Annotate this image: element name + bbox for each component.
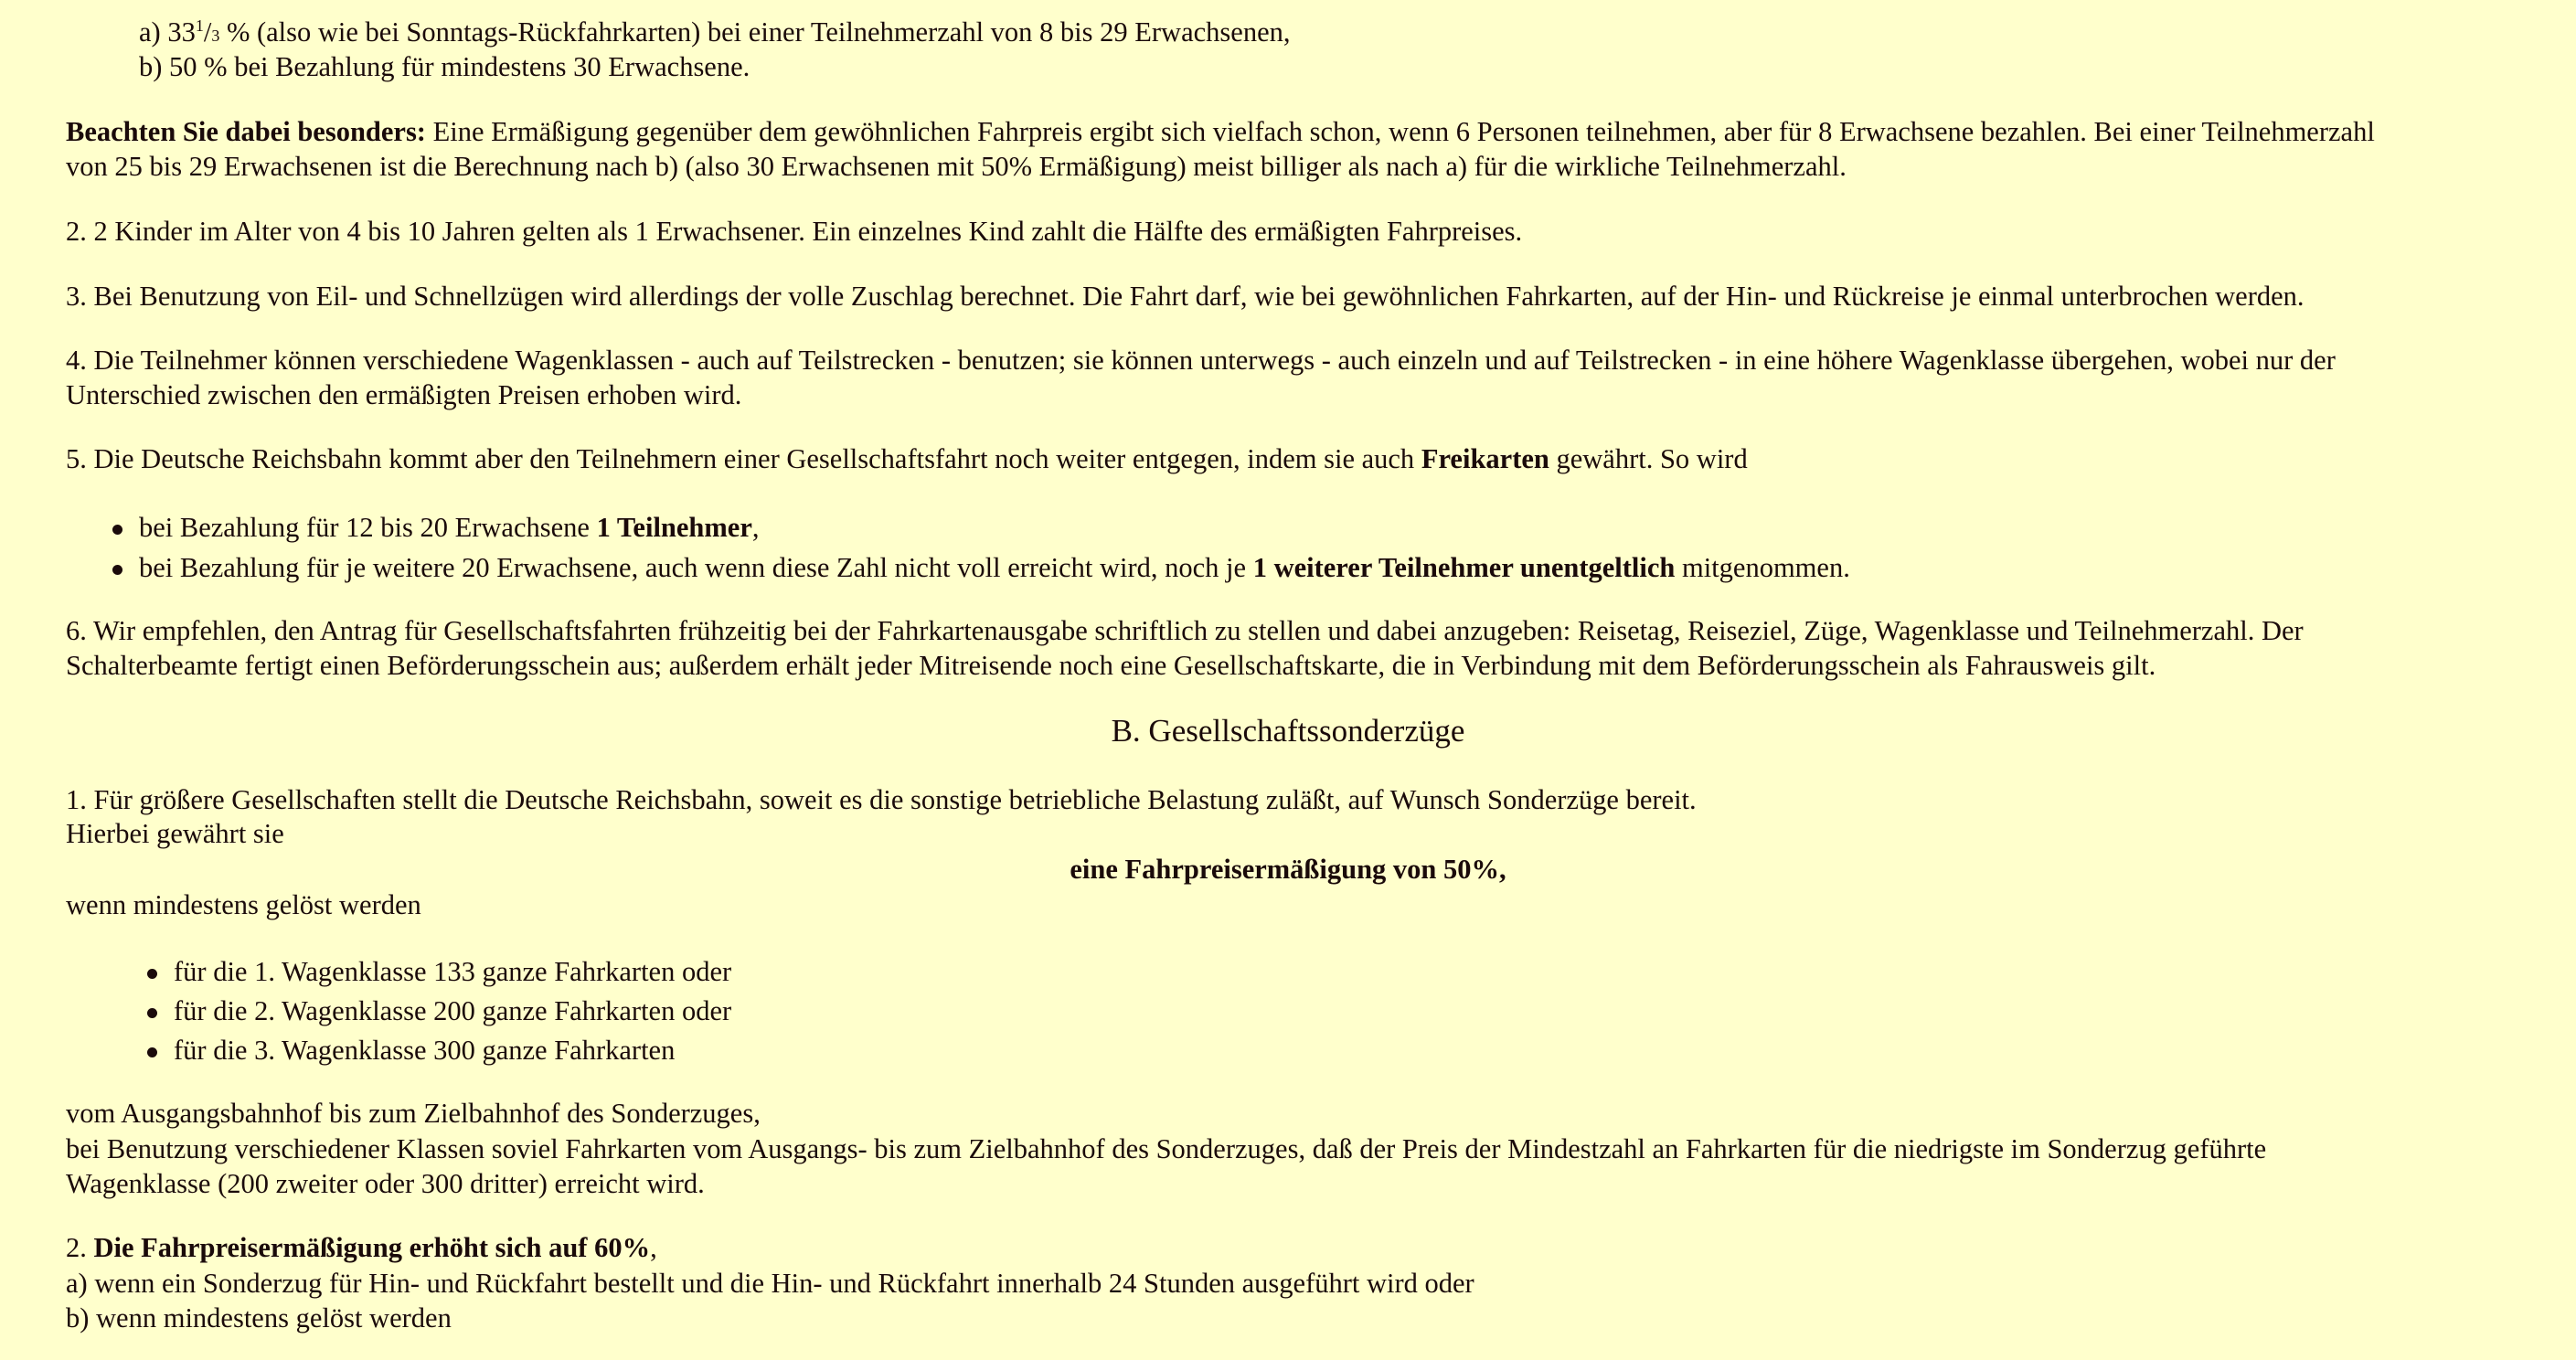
paragraph-5-text: 5. Die Deutsche Reichsbahn kommt aber den Teilnehmern einer Gesellschaftsfahrt noch weiter entgegen, indem sie auch <box>66 443 1421 474</box>
paragraph-4-line-1: 4. Die Teilnehmer können verschiedene Wagenklassen - auch auf Teilstrecken - benutzen; sie können unterwegs - auch einzeln und auf Teilstrecken - in eine höhere Wagenklasse übergehen, wobei nur der <box>66 345 2336 376</box>
fraction-slash: / <box>203 16 212 48</box>
list-item-text: bei Bezahlung für 12 bis 20 Erwachsene <box>139 512 597 543</box>
note-line-2: von 25 bis 29 Erwachsenen ist die Berechnung nach b) (also 30 Erwachsenen mit 50% Ermäßigung) meist billiger als nach a) für die wirkliche Teilnehmerzahl. <box>66 151 1847 182</box>
list-item-bold: 1 weiterer Teilnehmer unentgeltlich <box>1252 552 1676 583</box>
list-item: für die 2. Wagenklasse 200 ganze Fahrkarten oder <box>174 995 732 1026</box>
section-b-paragraph-1-line-1: 1. Für größere Gesellschaften stellt die Deutsche Reichsbahn, soweit es die sonstige betriebliche Belastung zuläßt, auf Wunsch Sonderzüge bereit. <box>66 784 1697 815</box>
paragraph-6-line-2: Schalterbeamte fertigt einen Beförderungsschein aus; außerdem erhält jeder Mitreisende noch eine Gesellschaftskarte, die in Verbindung mit dem Beförderungsschein als Fahrausweis gilt. <box>66 650 2156 681</box>
item-a-text: % (also wie bei Sonntags-Rückfahrkarten) bei einer Teilnehmerzahl von 8 bis 29 Erwachsenen, <box>219 16 1291 48</box>
item-b: b) 50 % bei Bezahlung für mindestens 30 Erwachsene. <box>139 51 750 82</box>
paragraph-5-bold: Freikarten <box>1421 443 1549 474</box>
section-heading: B. Gesellschaftssonderzüge <box>1111 713 1465 749</box>
paragraph-5 <box>66 441 2543 476</box>
list-item <box>139 550 1850 585</box>
list-item-bold: 1 Teilnehmer <box>596 512 752 543</box>
paragraph-2: 2. 2 Kinder im Alter von 4 bis 10 Jahren gelten als 1 Erwachsener. Ein einzelnes Kind zahlt die Hälfte des ermäßigten Fahrpreises. <box>66 216 1523 247</box>
note-line-1 <box>66 114 2543 149</box>
after-list-line-1: vom Ausgangsbahnhof bis zum Zielbahnhof des Sonderzuges, <box>66 1098 761 1129</box>
fraction-denominator: 3 <box>211 27 220 45</box>
freikarten-list <box>139 510 1850 585</box>
after-list-line-3: Wagenklasse (200 zweiter oder 300 dritter) erreicht wird. <box>66 1168 705 1199</box>
section-b-paragraph-2-item-b: b) wenn mindestens gelöst werden <box>66 1302 452 1333</box>
note-bold: Beachten Sie dabei besonders: <box>66 116 426 147</box>
paragraph-number: 2. <box>66 1232 94 1263</box>
note-text: Eine Ermäßigung gegenüber dem gewöhnlichen Fahrpreis ergibt sich vielfach schon, wenn 6 Personen teilnehmen, aber für 8 Erwachsene bezahlen. Bei einer Teilnehmerzahl <box>425 116 2375 147</box>
paragraph-5-text-end: gewährt. So wird <box>1549 443 1748 474</box>
section-b-paragraph-1-line-3: wenn mindestens gelöst werden <box>66 889 421 920</box>
section-b-paragraph-1-line-2: Hierbei gewährt sie <box>66 818 284 849</box>
fraction-numerator: 1 <box>195 16 204 35</box>
item-a <box>139 15 2543 49</box>
list-item: für die 3. Wagenklasse 300 ganze Fahrkarten <box>174 1033 731 1068</box>
list-item-text: bei Bezahlung für je weitere 20 Erwachsene, auch wenn diese Zahl nicht voll erreicht wird, noch je <box>139 552 1253 583</box>
paragraph-2-text-end: , <box>650 1232 657 1263</box>
item-a-prefix: a) 33 <box>139 16 196 48</box>
section-b-paragraph-2 <box>66 1230 2543 1265</box>
after-list-line-2: bei Benutzung verschiedener Klassen soviel Fahrkarten vom Ausgangs- bis zum Zielbahnhof des Sonderzuges, daß der Preis der Mindestzahl an Fahrkarten für die niedrigste im Sonderzug geführte <box>66 1133 2267 1164</box>
list-item: für die 1. Wagenklasse 133 ganze Fahrkarten oder <box>174 956 732 987</box>
list-item-text-end: mitgenommen. <box>1675 552 1850 583</box>
paragraph-3: 3. Bei Benutzung von Eil- und Schnellzügen wird allerdings der volle Zuschlag berechnet. Die Fahrt darf, wie bei gewöhnlichen Fahrkarten, auf der Hin- und Rückreise je einmal unterbrochen werden. <box>66 281 2305 312</box>
ticket-class-list <box>174 954 731 1068</box>
paragraph-2-bold: Die Fahrpreisermäßigung erhöht sich auf 60% <box>93 1232 651 1263</box>
discount-emphasis: eine Fahrpreisermäßigung von 50%, <box>1070 854 1506 885</box>
paragraph-4-line-2: Unterschied zwischen den ermäßigten Preisen erhoben wird. <box>66 379 742 410</box>
list-item-text-end: , <box>751 512 760 543</box>
list-item <box>139 510 1850 545</box>
paragraph-6-line-1: 6. Wir empfehlen, den Antrag für Gesellschaftsfahrten frühzeitig bei der Fahrkartenausgabe schriftlich zu stellen und dabei anzugeben: Reisetag, Reiseziel, Züge, Wagenklasse und Teilnehmerzahl. Der <box>66 615 2304 646</box>
section-b-paragraph-2-item-a: a) wenn ein Sonderzug für Hin- und Rückfahrt bestellt und die Hin- und Rückfahrt innerhalb 24 Stunden ausgeführt wird oder <box>66 1268 1474 1299</box>
